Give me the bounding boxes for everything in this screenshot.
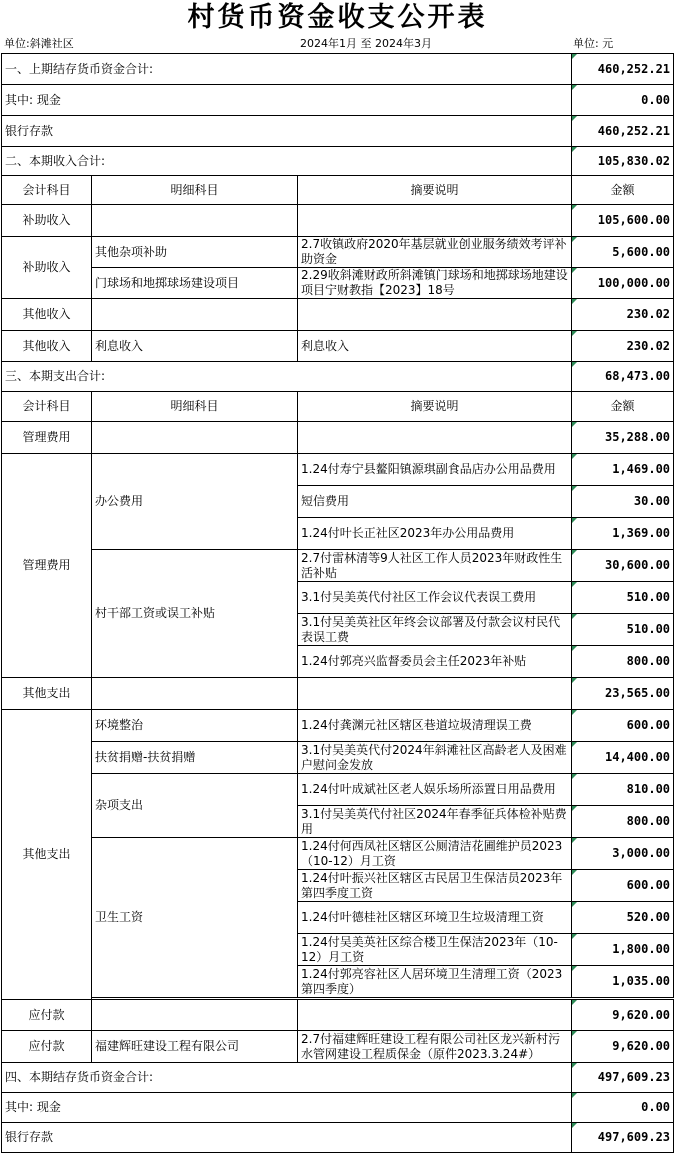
payable-amount: 9,620.00 bbox=[572, 1031, 674, 1063]
misc-detail: 杂项支出 bbox=[92, 774, 298, 838]
mgmt-total-row bbox=[2, 422, 674, 454]
office-amount: 1,369.00 bbox=[572, 518, 674, 550]
payable-total-row bbox=[2, 1000, 674, 1031]
cadre-summary: 3.1付吴美英社区年终会议部署及付款会议村民代表误工费 bbox=[298, 614, 572, 646]
table-row bbox=[2, 268, 674, 299]
header-summary: 摘要说明 bbox=[298, 176, 572, 205]
table-row bbox=[2, 331, 674, 362]
header-detail: 明细科目 bbox=[92, 176, 298, 205]
env-summary: 1.24付龚渊元社区辖区巷道垃圾清理误工费 bbox=[298, 710, 572, 742]
cadre-summary: 3.1付吴美英代付社区工作会议代表误工费用 bbox=[298, 582, 572, 614]
period-label: 2024年1月 至 2024年3月 bbox=[300, 37, 432, 50]
closing-bank-row bbox=[2, 1123, 674, 1153]
subsidy-amount: 100,000.00 bbox=[572, 268, 674, 299]
cadre-amount: 510.00 bbox=[572, 582, 674, 614]
closing-bank-label: 银行存款 bbox=[2, 1123, 572, 1153]
header-summary: 摘要说明 bbox=[298, 392, 572, 422]
header-account: 会计科目 bbox=[2, 392, 92, 422]
expense-total-amount: 68,473.00 bbox=[572, 362, 674, 392]
closing-cash-amount: 0.00 bbox=[572, 1093, 674, 1123]
income-total-amount: 105,830.02 bbox=[572, 147, 674, 176]
other-income-total-amount: 230.02 bbox=[572, 299, 674, 331]
closing-cash-row bbox=[2, 1093, 674, 1123]
table-row bbox=[2, 774, 674, 806]
table-row bbox=[2, 838, 674, 870]
page-title: 村货币资金收支公开表 bbox=[187, 2, 488, 33]
sanitation-summary: 1.24付郭亮容社区人居环境卫生清理工资（2023第四季度） bbox=[298, 966, 572, 998]
header-amount: 金额 bbox=[572, 392, 674, 422]
subsidy-detail: 门球场和地掷球场建设项目 bbox=[92, 268, 298, 299]
opening-total-amount: 460,252.21 bbox=[572, 54, 674, 85]
other-expense-account: 其他支出 bbox=[2, 678, 92, 710]
other-expense-total-amount: 23,565.00 bbox=[572, 678, 674, 710]
cadre-summary: 1.24付郭亮兴监督委员会主任2023年补贴 bbox=[298, 646, 572, 678]
subsidy-account-group: 补助收入 bbox=[2, 237, 92, 299]
sanitation-summary: 1.24付吴美英社区综合楼卫生保洁2023年（10-12）月工资 bbox=[298, 934, 572, 966]
sanitation-amount: 600.00 bbox=[572, 870, 674, 902]
finance-table bbox=[1, 53, 674, 1153]
payable-detail: 福建辉旺建设工程有限公司 bbox=[92, 1031, 298, 1063]
office-amount: 1,469.00 bbox=[572, 454, 674, 486]
closing-bank-amount: 497,609.23 bbox=[572, 1123, 674, 1153]
payable-account-detail: 应付款 bbox=[2, 1031, 92, 1063]
opening-total-row bbox=[2, 54, 674, 85]
office-summary: 1.24付叶长正社区2023年办公用品费用 bbox=[298, 518, 572, 550]
sanitation-amount: 3,000.00 bbox=[572, 838, 674, 870]
cadre-amount: 30,600.00 bbox=[572, 550, 674, 582]
expense-total-label: 三、本期支出合计: bbox=[2, 362, 572, 392]
table-row bbox=[2, 454, 674, 486]
subsidy-account: 补助收入 bbox=[2, 205, 92, 237]
other-income-detail: 利息收入 bbox=[92, 331, 298, 362]
unit-label: 单位:斜滩社区 bbox=[4, 37, 74, 50]
misc-amount: 810.00 bbox=[572, 774, 674, 806]
cadre-amount: 510.00 bbox=[572, 614, 674, 646]
closing-total-row bbox=[2, 1063, 674, 1093]
opening-bank-label: 银行存款 bbox=[2, 116, 572, 147]
other-income-amount: 230.02 bbox=[572, 331, 674, 362]
sanitation-summary: 1.24付何西凤社区辖区公厕清洁花圃维护员2023（10-12）月工资 bbox=[298, 838, 572, 870]
sanitation-detail: 卫生工资 bbox=[92, 838, 298, 998]
mgmt-account-group: 管理费用 bbox=[2, 454, 92, 678]
income-total-label: 二、本期收入合计: bbox=[2, 147, 572, 176]
office-summary: 短信费用 bbox=[298, 486, 572, 518]
office-amount: 30.00 bbox=[572, 486, 674, 518]
subsidy-summary: 2.29收斜滩财政所斜滩镇门球场和地掷球场地建设项目宁财教指【2023】18号 bbox=[298, 268, 572, 299]
env-amount: 600.00 bbox=[572, 710, 674, 742]
sanitation-amount: 1,035.00 bbox=[572, 966, 674, 998]
payable-account: 应付款 bbox=[2, 1000, 92, 1031]
mgmt-account: 管理费用 bbox=[2, 422, 92, 454]
subsidy-total-amount: 105,600.00 bbox=[572, 205, 674, 237]
misc-summary: 3.1付吴美英代付社区2024年春季征兵体检补贴费用 bbox=[298, 806, 572, 838]
subsidy-detail: 其他杂项补助 bbox=[92, 237, 298, 268]
other-income-total-row bbox=[2, 299, 674, 331]
header-detail: 明细科目 bbox=[92, 392, 298, 422]
cadre-detail: 村干部工资或误工补贴 bbox=[92, 550, 298, 678]
cadre-amount: 800.00 bbox=[572, 646, 674, 678]
sanitation-summary: 1.24付叶振兴社区辖区古民居卫生保洁员2023年第四季度工资 bbox=[298, 870, 572, 902]
cadre-summary: 2.7付雷林清等9人社区工作人员2023年财政性生活补贴 bbox=[298, 550, 572, 582]
opening-bank-amount: 460,252.21 bbox=[572, 116, 674, 147]
payable-total-amount: 9,620.00 bbox=[572, 1000, 674, 1031]
other-expense-account-group: 其他支出 bbox=[2, 710, 92, 1000]
subsidy-total-row bbox=[2, 205, 674, 237]
payable-summary: 2.7付福建辉旺建设工程有限公司社区龙兴新村污水管网建设工程质保金（原件2023.3.24#） bbox=[298, 1031, 572, 1063]
subsidy-amount: 5,600.00 bbox=[572, 237, 674, 268]
other-income-summary: 利息收入 bbox=[298, 331, 572, 362]
other-income-account-detail: 其他收入 bbox=[2, 331, 92, 362]
other-income-account: 其他收入 bbox=[2, 299, 92, 331]
opening-cash-row bbox=[2, 85, 674, 116]
closing-total-amount: 497,609.23 bbox=[572, 1063, 674, 1093]
table-row bbox=[2, 742, 674, 774]
income-header-row bbox=[2, 176, 674, 205]
poverty-summary: 3.1付吴美英代付2024年斜滩社区高龄老人及困难户慰问金发放 bbox=[298, 742, 572, 774]
subsidy-summary: 2.7收镇政府2020年基层就业创业服务绩效考评补助资金 bbox=[298, 237, 572, 268]
closing-total-label: 四、本期结存货币资金合计: bbox=[2, 1063, 572, 1093]
closing-cash-label: 其中: 现金 bbox=[2, 1093, 572, 1123]
misc-amount: 800.00 bbox=[572, 806, 674, 838]
header-account: 会计科目 bbox=[2, 176, 92, 205]
table-row bbox=[2, 1031, 674, 1063]
misc-summary: 1.24付叶成斌社区老人娱乐场所添置日用品费用 bbox=[298, 774, 572, 806]
opening-bank-row bbox=[2, 116, 674, 147]
table-row bbox=[2, 710, 674, 742]
sanitation-amount: 1,800.00 bbox=[572, 934, 674, 966]
office-summary: 1.24付寿宁县鳌阳镇源琪副食品店办公用品费用 bbox=[298, 454, 572, 486]
table-row bbox=[2, 237, 674, 268]
table-row bbox=[2, 550, 674, 582]
income-total-row bbox=[2, 147, 674, 176]
opening-total-label: 一、上期结存货币资金合计: bbox=[2, 54, 572, 85]
env-detail: 环境整治 bbox=[92, 710, 298, 742]
sanitation-amount: 520.00 bbox=[572, 902, 674, 934]
poverty-amount: 14,400.00 bbox=[572, 742, 674, 774]
expense-total-row bbox=[2, 362, 674, 392]
header-amount: 金额 bbox=[572, 176, 674, 205]
office-detail: 办公费用 bbox=[92, 454, 298, 550]
currency-label: 单位: 元 bbox=[573, 37, 614, 50]
expense-header-row bbox=[2, 392, 674, 422]
poverty-detail: 扶贫捐赠-扶贫捐赠 bbox=[92, 742, 298, 774]
opening-cash-label: 其中: 现金 bbox=[2, 85, 572, 116]
other-expense-total-row bbox=[2, 678, 674, 710]
mgmt-total-amount: 35,288.00 bbox=[572, 422, 674, 454]
opening-cash-amount: 0.00 bbox=[572, 85, 674, 116]
sanitation-summary: 1.24付叶德桂社区辖区环境卫生垃圾清理工资 bbox=[298, 902, 572, 934]
